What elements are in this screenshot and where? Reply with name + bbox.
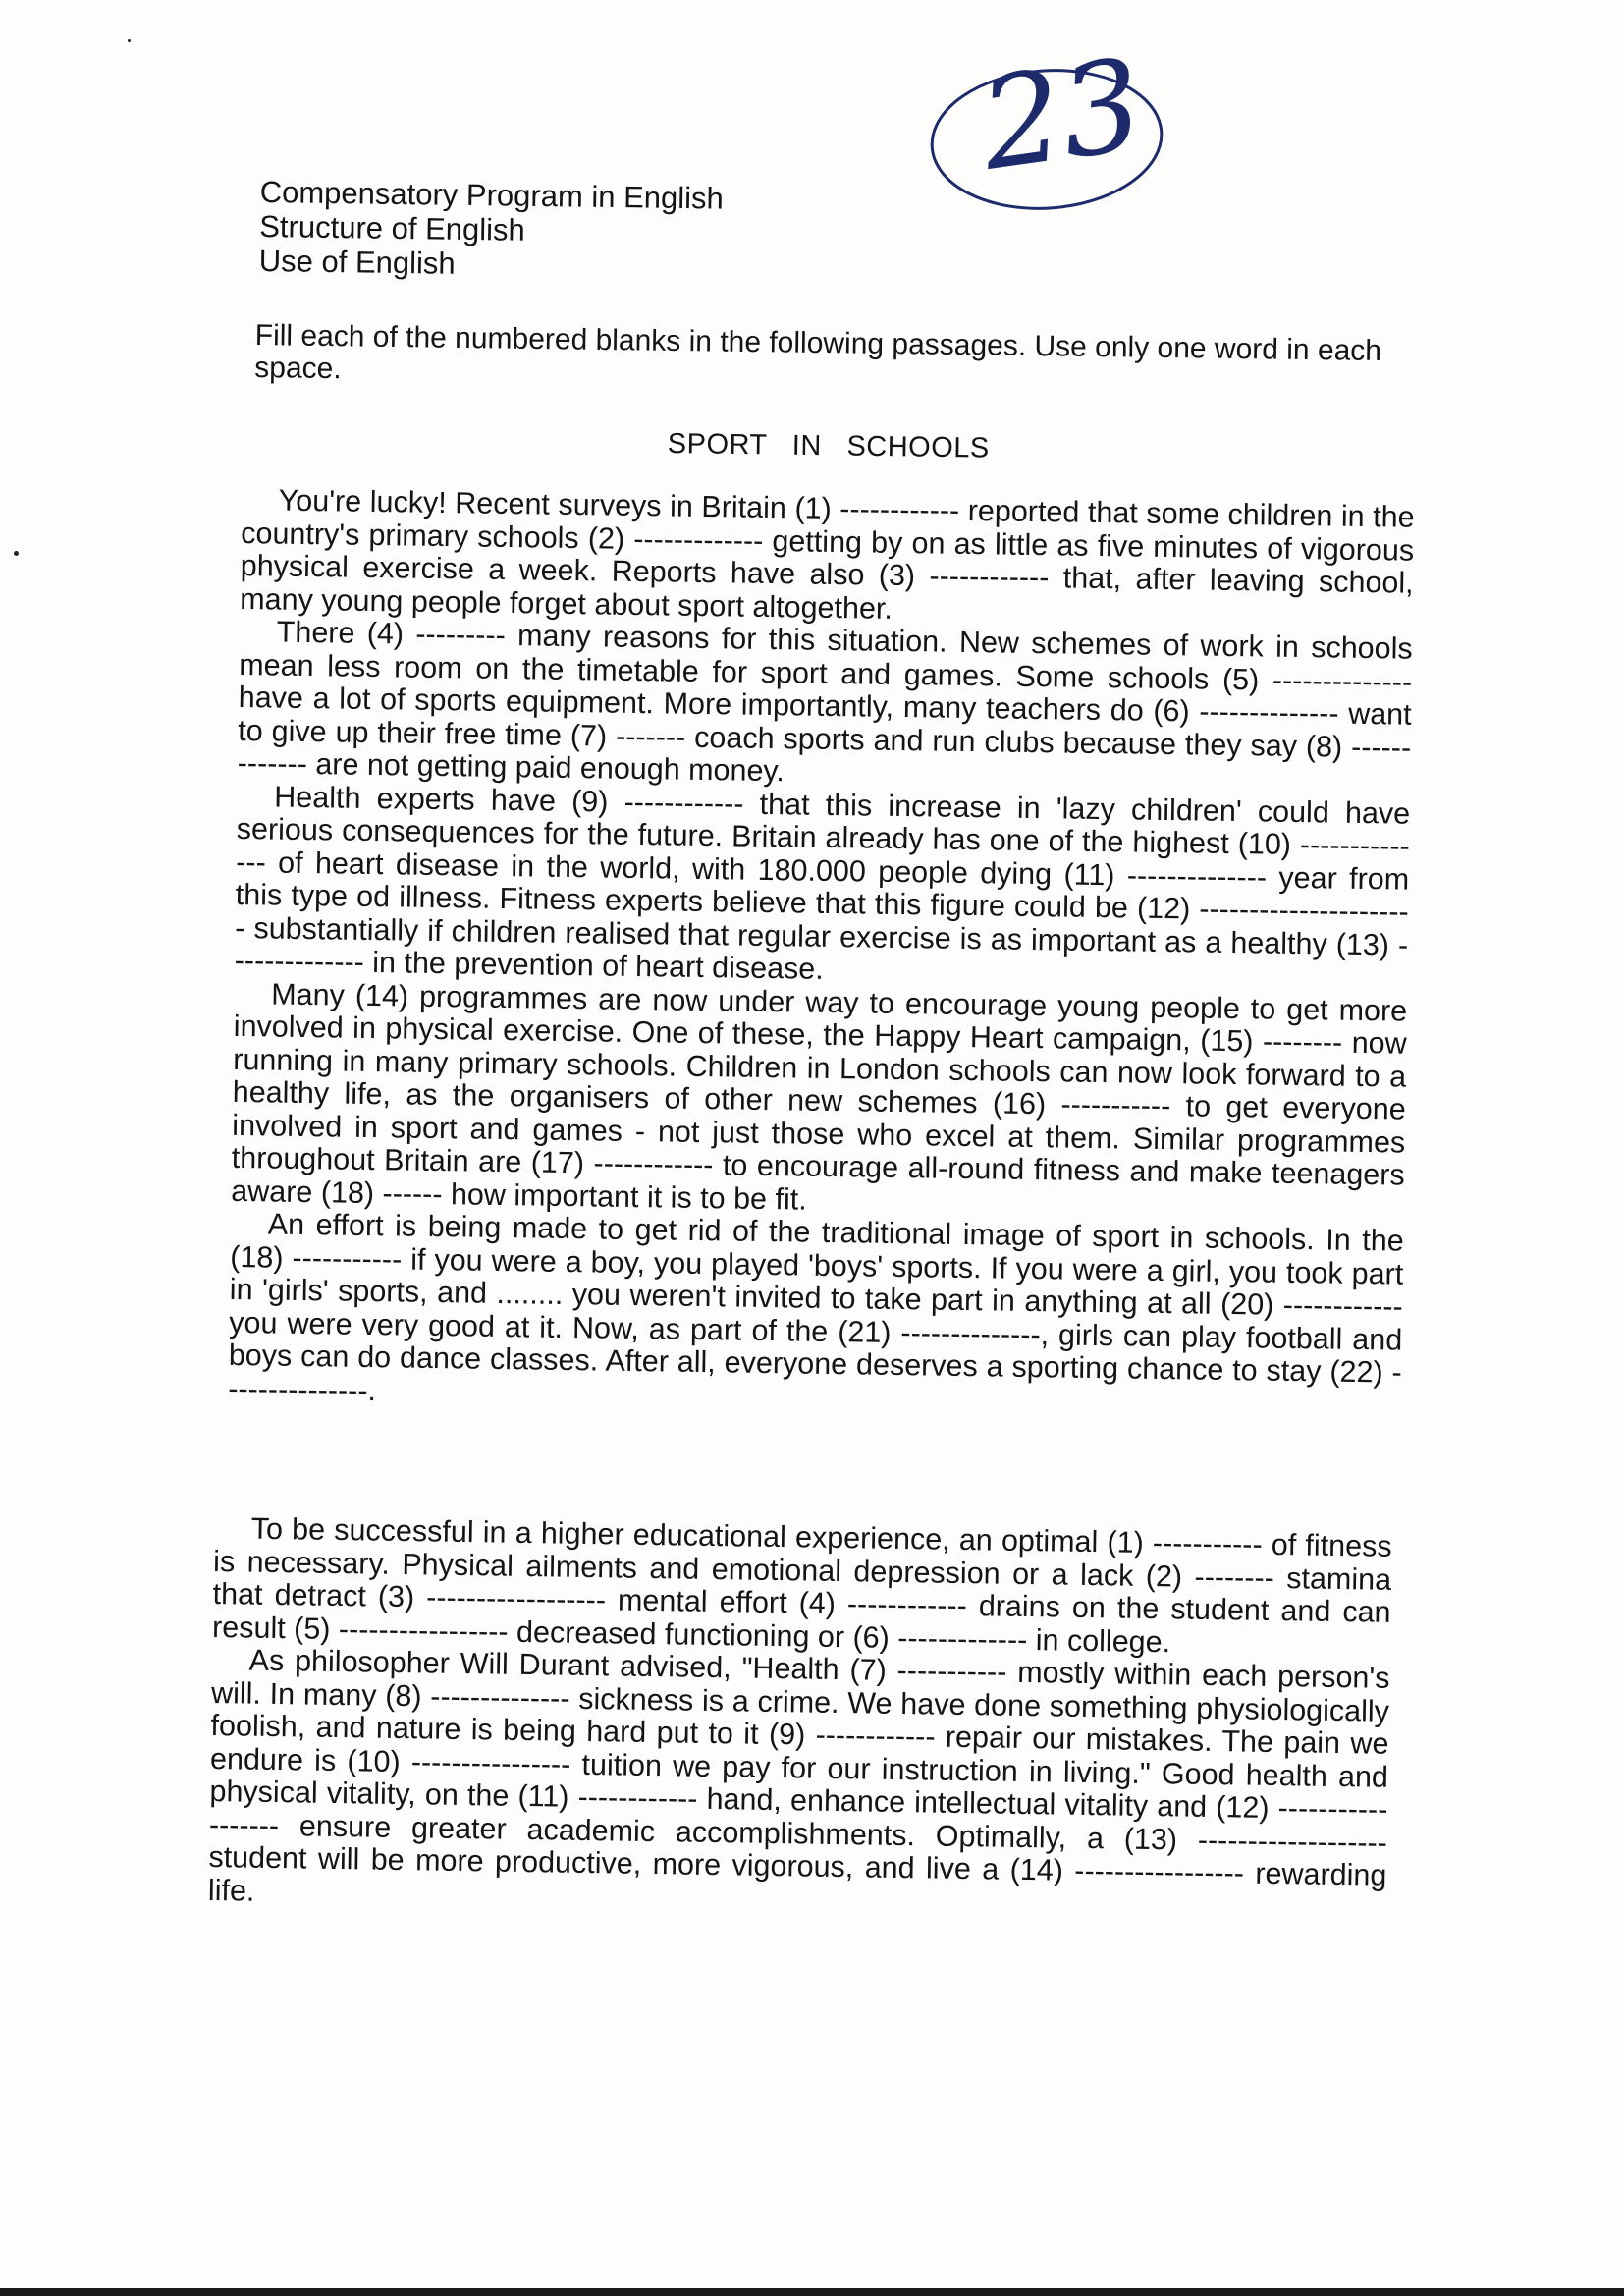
paragraph: To be successful in a higher educational experience, an optimal (1) ----------- of fitness is necessary. Physical ailments and emotional depression or a lack (2) -------- stamina that detract (3) ------------------ mental effort (4) ------------ drains on the student and can result (5) ----------------- decreased functioning or (6) ------------- in college.: [211, 1511, 1392, 1659]
paragraph: There (4) --------- many reasons for this situation. New schemes of work in schools mean less room on the timetable for sport and games. Some schools (5) -------------- have a lot of sports equipment. More importantly, many teachers do (6) -------------- want to give up their free time (7) ------- coach sports and run clubs because they say (8) ------------- are not getting paid enough money.: [237, 615, 1413, 789]
passage-sport-in-schools: [228, 484, 1415, 1423]
scan-edge: [0, 2288, 1624, 2296]
header-structure: Structure of English: [259, 208, 526, 247]
document-header: [259, 175, 947, 288]
scan-speck: [128, 39, 131, 42]
paragraph: As philosopher Will Durant advised, "Health (7) ----------- mostly within each person's will. In many (8) -------------- sickness is a crime. We have done something physiologically foolish, and nature is being hard put to it (9) ------------ repair our mistakes. The pain we endure is (10) ---------------- tuition we pay for our instruction in living." Good health and physical vitality, on the (11) ------------ hand, enhance intellectual vitality and (12) ------------------ ensure greater academic accomplishments. Optimally, a (13) ------------------- student will be more productive, more vigorous, and live a (14) ----------------- rewarding life.: [207, 1643, 1390, 1908]
paragraph: Many (14) programmes are now under way to encourage young people to get more involved in physical exercise. One of these, the Happy Heart campaign, (15) -------- now running in many primary schools. Children in London schools can now look forward to a healthy life, as the organisers of other new schemes (16) ----------- to get everyone involved in sport and games - not just those who excel at them. Similar programmes throughout Britain are (17) ------------ to encourage all-round fitness and make teenagers aware (18) ------ how important it is to be fit.: [231, 977, 1408, 1217]
scan-speck: [14, 551, 19, 556]
paragraph: Health experts have (9) ------------ that this increase in 'lazy children' could have serious consequences for the future. Britain already has one of the highest (10) -------------- of heart disease in the world, with 180.000 people dying (11) -------------- year from this type od illness. Fitness experts believe that this figure could be (12) ---------------------- substantially if children realised that regular exercise is as important as a healthy (13) -------------- in the prevention of heart disease.: [234, 780, 1411, 986]
header-use: Use of English: [258, 243, 456, 281]
paragraph: You're lucky! Recent surveys in Britain (1) ------------ reported that some children in the country's primary schools (2) ------------- getting by on as little as five minutes of vigorous physical exercise a week. Reports have also (3) ------------ that, after leaving school, many young people forget about sport altogether.: [240, 483, 1415, 626]
handwritten-number: 23: [972, 31, 1152, 199]
passage-title: SPORT IN SCHOOLS: [667, 428, 990, 465]
header-program: Compensatory Program in English: [259, 175, 725, 216]
instructions: Fill each of the numbered blanks in the following passages. Use only one word in each space.: [254, 319, 1382, 386]
paragraph: An effort is being made to get rid of the traditional image of sport in schools. In the (18) ----------- if you were a boy, you played 'boys' sports. If you were a girl, you took part in 'girls' sports, and ........ you weren't invited to take part in anything at all (20) ------------ you were very good at it. Now, as part of the (21) --------------, girls can play football and boys can do dance classes. After all, everyone deserves a sporting chance to stay (22) ---------------.: [228, 1207, 1404, 1407]
passage-health-fitness: [208, 1512, 1392, 1926]
